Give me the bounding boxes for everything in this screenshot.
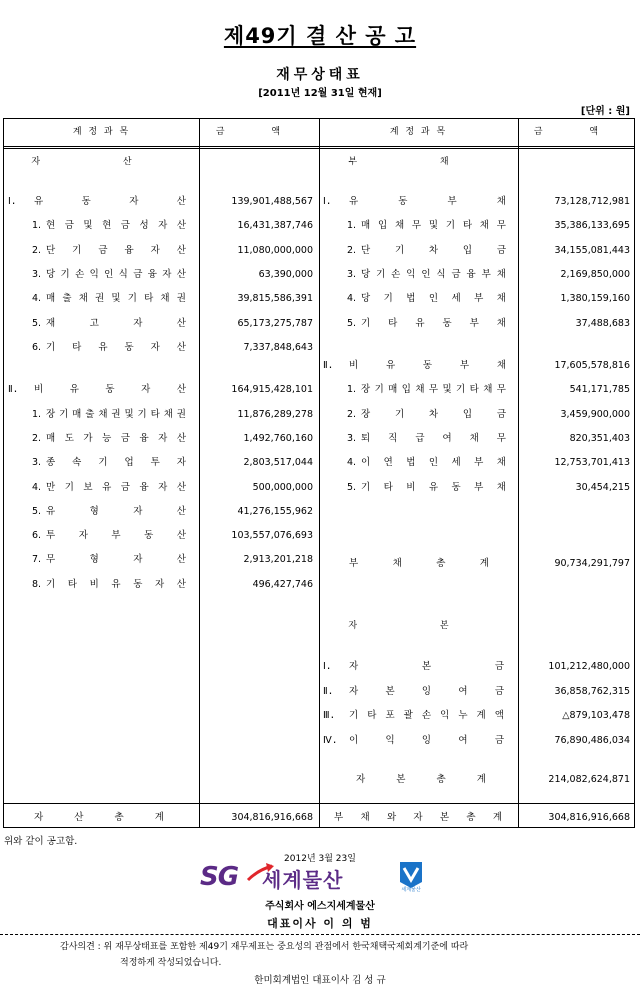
left-item-number: 4. <box>32 293 42 305</box>
left-group-roman: Ⅱ. <box>8 384 19 396</box>
announcement-title: 제49기 결 산 공 고 <box>223 24 417 48</box>
right-item-label: 매 입 채 무 및 기 타 채 무 <box>361 220 506 232</box>
right-group-amount: 17,605,578,816 <box>554 360 630 372</box>
left-group-label: 비 유 동 자 산 <box>34 384 186 396</box>
left-item-amount: 11,876,289,278 <box>237 408 313 420</box>
left-item-label: 무 형 자 산 <box>46 554 186 566</box>
left-item-amount: 500,000,000 <box>252 481 313 493</box>
left-group-roman: Ⅰ. <box>8 196 17 207</box>
left-item-label: 단 기 금 융 자 산 <box>46 244 186 256</box>
assets-total-label: 자 산 총 계 <box>34 812 164 823</box>
left-item-label: 매 출 채 권 및 기 타 채 권 <box>46 293 186 305</box>
right-item-label: 퇴 직 급 여 채 무 <box>361 432 506 444</box>
equity-label: 자 본 잉 여 금 <box>349 685 504 697</box>
right-group-roman: Ⅱ. <box>323 360 334 372</box>
audit-opinion-line2: 적정하게 작성되었습니다. <box>120 958 222 968</box>
unit-label: [단위 : 원] <box>580 106 630 117</box>
liabilities-total-label: 부 채 총 계 <box>349 558 489 569</box>
equity-amount: △879,103,478 <box>562 710 630 721</box>
right-item-number: 1. <box>347 220 357 232</box>
right-item-number: 3. <box>347 268 357 280</box>
left-item-amount: 39,815,586,391 <box>237 293 313 305</box>
left-item-label: 유 형 자 산 <box>46 505 186 517</box>
left-item-number: 8. <box>32 578 42 590</box>
section-equity: 자 본 <box>348 621 489 631</box>
left-item-amount: 63,390,000 <box>258 268 313 280</box>
left-item-label: 기 타 비 유 동 자 산 <box>46 578 186 590</box>
auditor-name: 한미회계법인 대표이사 김 성 규 <box>254 975 386 986</box>
right-item-label: 기 타 유 동 부 채 <box>361 317 506 329</box>
equity-roman: Ⅳ. <box>323 734 338 746</box>
left-item-amount: 41,276,155,962 <box>237 505 313 517</box>
left-item-number: 2. <box>32 244 42 256</box>
column-header-right-amount: 금 액 <box>533 127 621 137</box>
equity-label: 자 본 금 <box>349 661 504 672</box>
right-item-label: 기 타 비 유 동 부 채 <box>361 481 506 493</box>
right-item-number: 2. <box>347 408 357 420</box>
left-group-amount: 139,901,488,567 <box>231 196 313 207</box>
right-item-label: 당 기 손 익 인 식 금 융 부 채 <box>361 268 506 280</box>
section-assets: 자 산 <box>31 157 172 167</box>
company-logo <box>200 862 430 894</box>
logo-name-text: 세계물산 <box>262 868 344 892</box>
left-item-label: 기 타 유 동 자 산 <box>46 341 186 353</box>
right-item-amount: 541,171,785 <box>569 384 630 396</box>
left-item-amount: 16,431,387,746 <box>237 220 313 232</box>
left-item-number: 4. <box>32 481 42 493</box>
right-item-number: 5. <box>347 481 357 493</box>
left-item-amount: 496,427,746 <box>252 578 313 590</box>
right-item-amount: 1,380,159,160 <box>560 293 630 305</box>
left-item-number: 7. <box>32 554 42 566</box>
right-item-number: 3. <box>347 432 357 444</box>
equity-total-amount: 214,082,624,871 <box>548 774 630 785</box>
divider <box>0 934 640 935</box>
left-item-label: 재 고 자 산 <box>46 317 186 329</box>
equity-roman: Ⅱ. <box>323 685 334 697</box>
right-item-amount: 34,155,081,443 <box>554 244 630 256</box>
column-header-left-account: 계 정 과 목 <box>72 127 131 137</box>
left-item-amount: 7,337,848,643 <box>243 341 313 353</box>
equity-roman: Ⅲ. <box>323 710 336 721</box>
balance-sheet-table <box>3 118 635 828</box>
right-item-amount: 3,459,900,000 <box>560 408 630 420</box>
left-item-label: 종 속 기 업 투 자 <box>46 457 186 469</box>
liabilities-equity-total-label: 부 채 와 자 본 총 계 <box>334 812 502 823</box>
company-badge-icon: 세계물산 <box>398 860 424 894</box>
left-item-label: 투 자 부 동 산 <box>46 530 186 542</box>
right-item-number: 2. <box>347 244 357 256</box>
equity-total-label: 자 본 총 계 <box>356 774 486 785</box>
left-item-number: 1. <box>32 408 42 420</box>
left-group-amount: 164,915,428,101 <box>231 384 313 396</box>
equity-amount: 101,212,480,000 <box>548 661 630 672</box>
left-item-label: 당 기 손 익 인 식 금 융 자 산 <box>46 268 186 280</box>
left-item-amount: 103,557,076,693 <box>231 530 313 542</box>
right-group-label: 비 유 동 부 채 <box>349 360 506 372</box>
left-item-number: 3. <box>32 457 42 469</box>
left-item-number: 6. <box>32 341 42 353</box>
right-item-label: 단 기 차 입 금 <box>361 244 506 256</box>
right-item-amount: 30,454,215 <box>575 481 630 493</box>
liabilities-total-amount: 90,734,291,797 <box>554 558 630 569</box>
equity-label: 이 익 잉 여 금 <box>349 734 504 746</box>
left-item-label: 매 도 가 능 금 융 자 산 <box>46 432 186 444</box>
right-item-number: 4. <box>347 457 357 469</box>
announcement-note: 위와 같이 공고함. <box>4 836 78 847</box>
right-item-number: 5. <box>347 317 357 329</box>
audit-opinion-line1: 감사의견 : 위 재무상태표를 포함한 제49기 재무제표는 중요성의 관점에서 한국채택국제회계기준에 따라 <box>60 942 469 952</box>
right-group-label: 유 동 부 채 <box>349 196 506 207</box>
left-item-amount: 2,913,201,218 <box>243 554 313 566</box>
left-group-label: 유 동 자 산 <box>34 196 186 207</box>
left-item-number: 6. <box>32 530 42 542</box>
ceo-name: 대표이사 이 의 범 <box>267 917 373 930</box>
equity-roman: Ⅰ. <box>323 661 332 672</box>
right-item-amount: 2,169,850,000 <box>560 268 630 280</box>
liabilities-equity-total-amount: 304,816,916,668 <box>548 812 630 823</box>
section-liabilities: 부 채 <box>348 157 489 167</box>
left-item-amount: 2,803,517,044 <box>243 457 313 469</box>
equity-amount: 76,890,486,034 <box>554 734 630 746</box>
left-item-amount: 11,080,000,000 <box>237 244 313 256</box>
right-item-label: 장 기 차 입 금 <box>361 408 506 420</box>
left-item-number: 3. <box>32 268 42 280</box>
left-item-label: 장 기 매 출 채 권 및 기 타 채 권 <box>46 408 186 420</box>
signature-date: 2012년 3월 23일 <box>284 854 356 864</box>
left-item-number: 2. <box>32 432 42 444</box>
left-item-label: 현 금 및 현 금 성 자 산 <box>46 220 186 232</box>
right-group-roman: Ⅰ. <box>323 196 332 207</box>
column-header-right-account: 계 정 과 목 <box>389 127 448 137</box>
column-header-left-amount: 금 액 <box>215 127 303 137</box>
right-item-number: 1. <box>347 384 357 396</box>
statement-title: 재무상태표 <box>276 67 364 83</box>
left-item-label: 만 기 보 유 금 융 자 산 <box>46 481 186 493</box>
right-item-label: 장 기 매 입 채 무 및 기 타 채 무 <box>361 384 506 396</box>
logo-sg-text: SG <box>200 862 239 892</box>
right-group-amount: 73,128,712,981 <box>554 196 630 207</box>
statement-date: [2011년 12월 31일 현재] <box>258 88 382 99</box>
left-item-number: 5. <box>32 317 42 329</box>
left-item-amount: 65,173,275,787 <box>237 317 313 329</box>
right-item-amount: 12,753,701,413 <box>554 457 630 469</box>
assets-total-amount: 304,816,916,668 <box>231 812 313 823</box>
right-item-label: 당 기 법 인 세 부 채 <box>361 293 506 305</box>
right-item-label: 이 연 법 인 세 부 채 <box>361 457 506 469</box>
right-item-amount: 37,488,683 <box>575 317 630 329</box>
right-item-amount: 820,351,403 <box>569 432 630 444</box>
company-name: 주식회사 에스지세계물산 <box>265 901 375 912</box>
left-item-number: 5. <box>32 505 42 517</box>
equity-amount: 36,858,762,315 <box>554 685 630 697</box>
equity-label: 기 타 포 괄 손 익 누 계 액 <box>349 710 504 721</box>
left-item-amount: 1,492,760,160 <box>243 432 313 444</box>
right-item-amount: 35,386,133,695 <box>554 220 630 232</box>
right-item-number: 4. <box>347 293 357 305</box>
left-item-number: 1. <box>32 220 42 232</box>
